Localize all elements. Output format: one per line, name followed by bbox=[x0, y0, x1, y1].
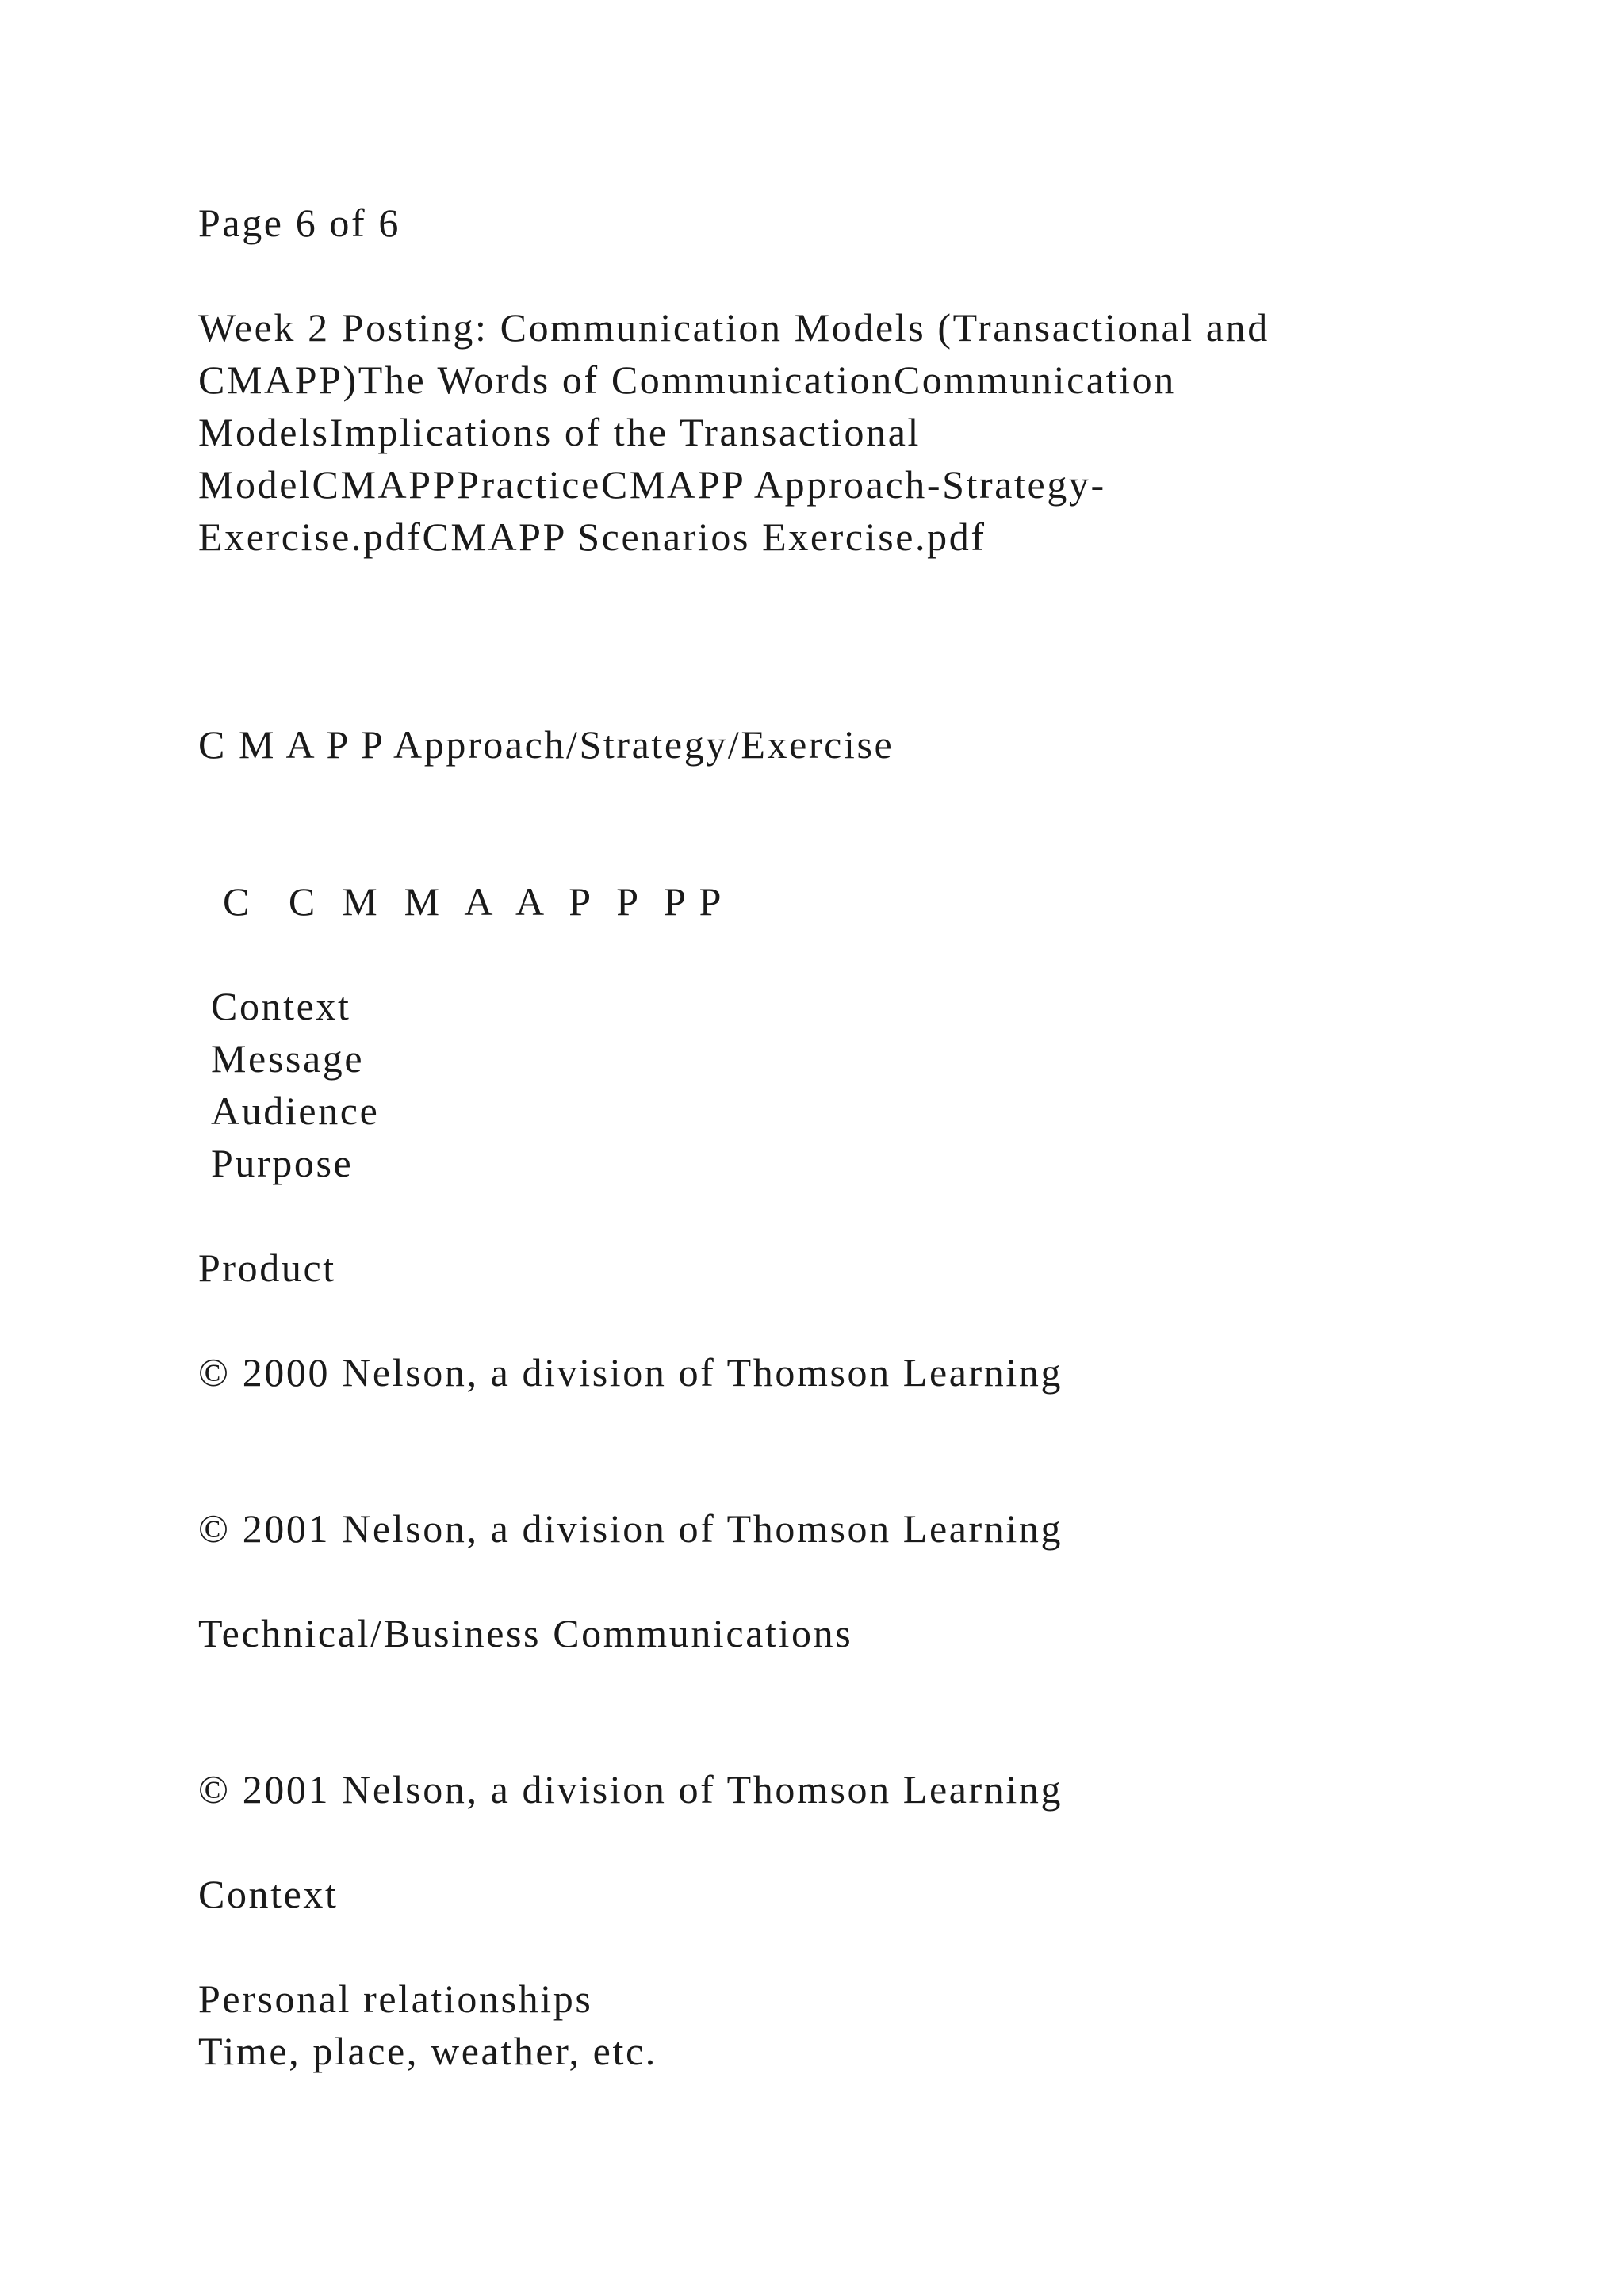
copyright-2001: © 2001 Nelson, a division of Thomson Learning bbox=[198, 1767, 1063, 1812]
posting-line: Exercise.pdfCMAPP Scenarios Exercise.pdf bbox=[198, 515, 986, 559]
copyright-2000: © 2000 Nelson, a division of Thomson Learning bbox=[198, 1350, 1063, 1395]
page-number: Page 6 of 6 bbox=[198, 201, 400, 245]
cmapp-term: Purpose bbox=[211, 1141, 354, 1185]
posting-line: Week 2 Posting: Communication Models (Transactional and bbox=[198, 305, 1270, 350]
cmapp-term: Audience bbox=[211, 1089, 380, 1133]
posting-line: CMAPP)The Words of CommunicationCommunication bbox=[198, 358, 1176, 402]
cmapp-term: Message bbox=[211, 1036, 365, 1081]
posting-line: ModelsImplications of the Transactional bbox=[198, 410, 921, 454]
technical-heading: Technical/Business Communications bbox=[198, 1611, 853, 1655]
context-heading: Context bbox=[198, 1872, 339, 1916]
context-item: Personal relationships bbox=[198, 1976, 593, 2021]
cmapp-letters: C C M M A A P P P P bbox=[198, 879, 724, 924]
context-item: Time, place, weather, etc. bbox=[198, 2029, 657, 2073]
product-label: Product bbox=[198, 1246, 336, 1290]
copyright-2001: © 2001 Nelson, a division of Thomson Learning bbox=[198, 1506, 1063, 1551]
cmapp-title: C M A P P Approach/Strategy/Exercise bbox=[198, 722, 894, 767]
posting-line: ModelCMAPPPracticeCMAPP Approach-Strategy- bbox=[198, 462, 1106, 507]
cmapp-term: Context bbox=[211, 984, 351, 1028]
